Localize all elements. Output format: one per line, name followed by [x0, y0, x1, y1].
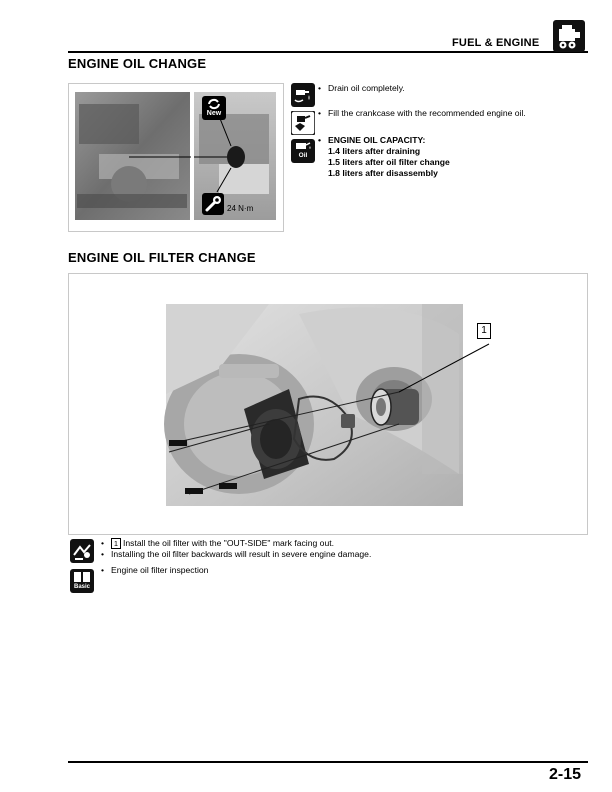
oil-filter-figure-frame — [68, 273, 588, 535]
basic-note: • Engine oil filter inspection — [101, 565, 209, 575]
header-rule — [68, 51, 588, 53]
filter-note-2: • Installing the oil filter backwards will result in severe engine damage. — [101, 549, 372, 559]
caution-icon — [70, 539, 94, 563]
engine-section-icon — [553, 20, 585, 52]
oil-capacity-heading: ENGINE OIL CAPACITY: — [328, 135, 426, 145]
oil-change-bullet-2: • Fill the crankcase with the recommended engine oil. — [318, 108, 526, 118]
drain-oil-icon — [291, 83, 315, 107]
callout-1: 1 — [477, 323, 491, 339]
torque-value: 24 N·m — [227, 204, 254, 213]
oil-capacity-line: 1.8 liters after disassembly — [328, 168, 438, 178]
filter-change-title: ENGINE OIL FILTER CHANGE — [68, 250, 256, 265]
basic-label: Basic — [73, 584, 90, 590]
fill-oil-icon — [291, 111, 315, 135]
filter-note-1: • 1 Install the oil filter with the "OUT-SIDE" mark facing out. — [101, 538, 334, 548]
new-label: New — [206, 110, 222, 117]
page-number: 2-15 — [549, 766, 582, 783]
oil-capacity-block: • ENGINE OIL CAPACITY: 1.4 liters after draining 1.5 liters after oil filter change 1.8 liters after disassembly — [318, 135, 450, 178]
section-header: FUEL & ENGINE — [452, 37, 540, 49]
new-part-icon — [202, 96, 226, 120]
oil-filter-exploded-view — [69, 274, 587, 534]
oil-icon-label: Oil — [298, 152, 308, 159]
oil-change-bullet-1: • Drain oil completely. — [318, 83, 405, 93]
oil-capacity-line: 1.5 liters after oil filter change — [328, 157, 450, 167]
oil-icon — [291, 139, 315, 163]
footer-rule — [68, 761, 588, 763]
oil-capacity-line: 1.4 liters after draining — [328, 146, 421, 156]
basic-manual-icon — [70, 569, 94, 593]
torque-wrench-icon — [202, 193, 224, 215]
note-number-box: 1 — [111, 538, 121, 549]
oil-change-title: ENGINE OIL CHANGE — [68, 56, 207, 71]
